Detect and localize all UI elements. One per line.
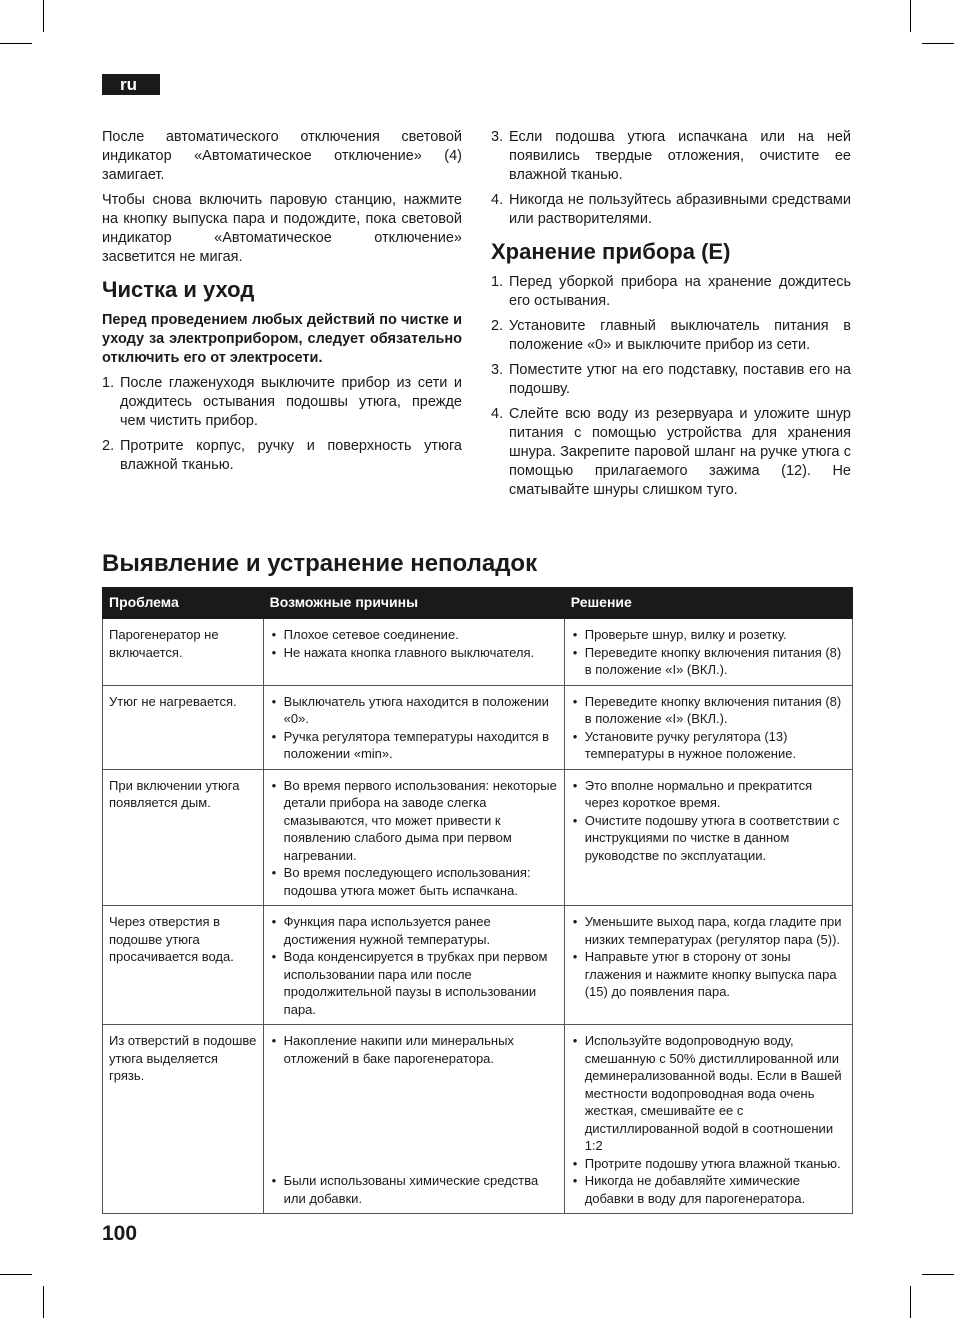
list-item: • Это вполне нормально и прекратится через короткое время.: [571, 777, 846, 812]
problem-cell: Утюг не нагревается.: [103, 685, 264, 769]
problem-cell: При включении утюга появляется дым.: [103, 769, 264, 906]
list-item: 4. Слейте всю воду из резервуара и уложите шнур питания с помощью устройства для хранения шнура. Закрепите паровой шланг на ручке утюга с помощью прилагаемого зажима (12). Не сматывайте шнуры слишком туго.: [491, 406, 851, 498]
table-row: [103, 619, 853, 686]
crop-mark: [910, 1286, 911, 1318]
right-column: [491, 128, 851, 506]
list-item: • Плохое сетевое соединение.: [270, 626, 558, 644]
cleaning-heading: Чистка и уход: [102, 277, 255, 302]
crop-mark: [43, 0, 44, 32]
crop-mark: [922, 43, 954, 44]
list-item: • Не нажата кнопка главного выключателя.: [270, 644, 558, 662]
problem-cell: Из отверстий в подошве утюга выделяется грязь.: [103, 1025, 264, 1214]
solutions-cell: [564, 769, 852, 906]
list-item: 1. После глаженуходя выключите прибор из сети и дождитесь остывания подошвы утюга, прежде чем чистить прибор.: [102, 375, 462, 429]
list-item: 3. Поместите утюг на его подставку, поставив его на подошву.: [491, 362, 851, 397]
causes-cell: [263, 685, 564, 769]
crop-mark: [0, 1274, 32, 1275]
causes-cell: [263, 906, 564, 1025]
table-row: [103, 906, 853, 1025]
list-item: • Накопление накипи или минеральных отложений в баке парогенератора.: [270, 1032, 558, 1067]
spacer: [270, 1067, 558, 1172]
solutions-cell: [564, 619, 852, 686]
intro-paragraph: После автоматического отключения световой индикатор «Автоматическое отключение» (4) замигает.: [102, 129, 462, 183]
column-header-causes: Возможные причины: [263, 588, 564, 619]
cleaning-warning: Перед проведением любых действий по чистке и уходу за электроприбором, следует обязательно отключить его от электросети.: [102, 312, 462, 366]
table-row: [103, 769, 853, 906]
problem-cell: Через отверстия в подошве утюга просачивается вода.: [103, 906, 264, 1025]
list-item: • Протрите подошву утюга влажной тканью.: [571, 1155, 846, 1173]
list-item: • Во время первого использования: некоторые детали прибора на заводе слегка смазываются, что может привести к появлению слабого дыма при первом нагревании.: [270, 777, 558, 865]
storage-heading: Хранение прибора (E): [491, 239, 731, 264]
solutions-cell: [564, 685, 852, 769]
crop-mark: [43, 1286, 44, 1318]
cleaning-steps: [102, 374, 462, 475]
list-item: 2. Установите главный выключатель питания в положение «0» и выключите прибор из сети.: [491, 318, 851, 353]
solutions-cell: [564, 1025, 852, 1214]
list-item: 1. Перед уборкой прибора на хранение дождитесь его остывания.: [491, 274, 851, 309]
list-item: • Очистите подошву утюга в соответствии с инструкциями по чистке в данном руководстве по эксплуатации.: [571, 812, 846, 865]
causes-cell: [263, 1025, 564, 1214]
list-item: • Ручка регулятора температуры находится в положении «min».: [270, 728, 558, 763]
table-header-row: [103, 588, 853, 619]
list-item: • Выключатель утюга находится в положении «0».: [270, 693, 558, 728]
column-header-problem: Проблема: [103, 588, 264, 619]
left-column: [102, 128, 462, 481]
solutions-cell: [564, 906, 852, 1025]
list-item: • Переведите кнопку включения питания (8) в положение «I» (ВКЛ.).: [571, 693, 846, 728]
list-item: • Никогда не добавляйте химические добавки в воду для парогенератора.: [571, 1172, 846, 1207]
causes-cell: [263, 769, 564, 906]
crop-mark: [0, 43, 32, 44]
troubleshooting-title: Выявление и устранение неполадок: [102, 550, 538, 577]
problem-cell: Парогенератор не включается.: [103, 619, 264, 686]
list-item: • Уменьшите выход пара, когда гладите при низких температурах (регулятор пара (5)).: [571, 913, 846, 948]
causes-cell: [263, 619, 564, 686]
storage-steps: [491, 273, 851, 500]
list-item: 3. Если подошва утюга испачкана или на ней появились твердые отложения, очистите ее влажной тканью.: [491, 129, 851, 183]
list-item: • Вода конденсируется в трубках при первом использовании пара или после продолжительной паузы в использовании пара.: [270, 948, 558, 1018]
crop-mark: [910, 0, 911, 32]
list-item: • Во время последующего использования: подошва утюга может быть испачкана.: [270, 864, 558, 899]
list-item: • Функция пара используется ранее достижения нужной температуры.: [270, 913, 558, 948]
cleaning-steps-continued: [491, 128, 851, 229]
intro-paragraph: Чтобы снова включить паровую станцию, нажмите на кнопку выпуска пара и подождите, пока световой индикатор «Автоматическое отключение» засветится не мигая.: [102, 192, 462, 265]
list-item: • Установите ручку регулятора (13) температуры в нужное положение.: [571, 728, 846, 763]
list-item: • Были использованы химические средства или добавки.: [270, 1172, 558, 1207]
crop-mark: [922, 1274, 954, 1275]
column-header-solution: Решение: [564, 588, 852, 619]
language-badge: ru: [102, 74, 160, 95]
list-item: • Переведите кнопку включения питания (8) в положение «I» (ВКЛ.).: [571, 644, 846, 679]
list-item: • Используйте водопроводную воду, смешанную с 50% дистиллированной или деминерализованной воды. Если в Вашей местности водопроводная вода очень жесткая, смешивайте ее с дистиллированной водой в соотношении 1:2: [571, 1032, 846, 1155]
table-row: [103, 685, 853, 769]
troubleshooting-table: [102, 587, 853, 1214]
list-item: 2. Протрите корпус, ручку и поверхность утюга влажной тканью.: [102, 438, 462, 473]
page-number: 100: [102, 1222, 138, 1245]
table-row: [103, 1025, 853, 1214]
list-item: • Проверьте шнур, вилку и розетку.: [571, 626, 846, 644]
list-item: 4. Никогда не пользуйтесь абразивными средствами или растворителями.: [491, 192, 851, 227]
list-item: • Направьте утюг в сторону от зоны глажения и нажмите кнопку выпуска пара (15) до появления пара.: [571, 948, 846, 1001]
